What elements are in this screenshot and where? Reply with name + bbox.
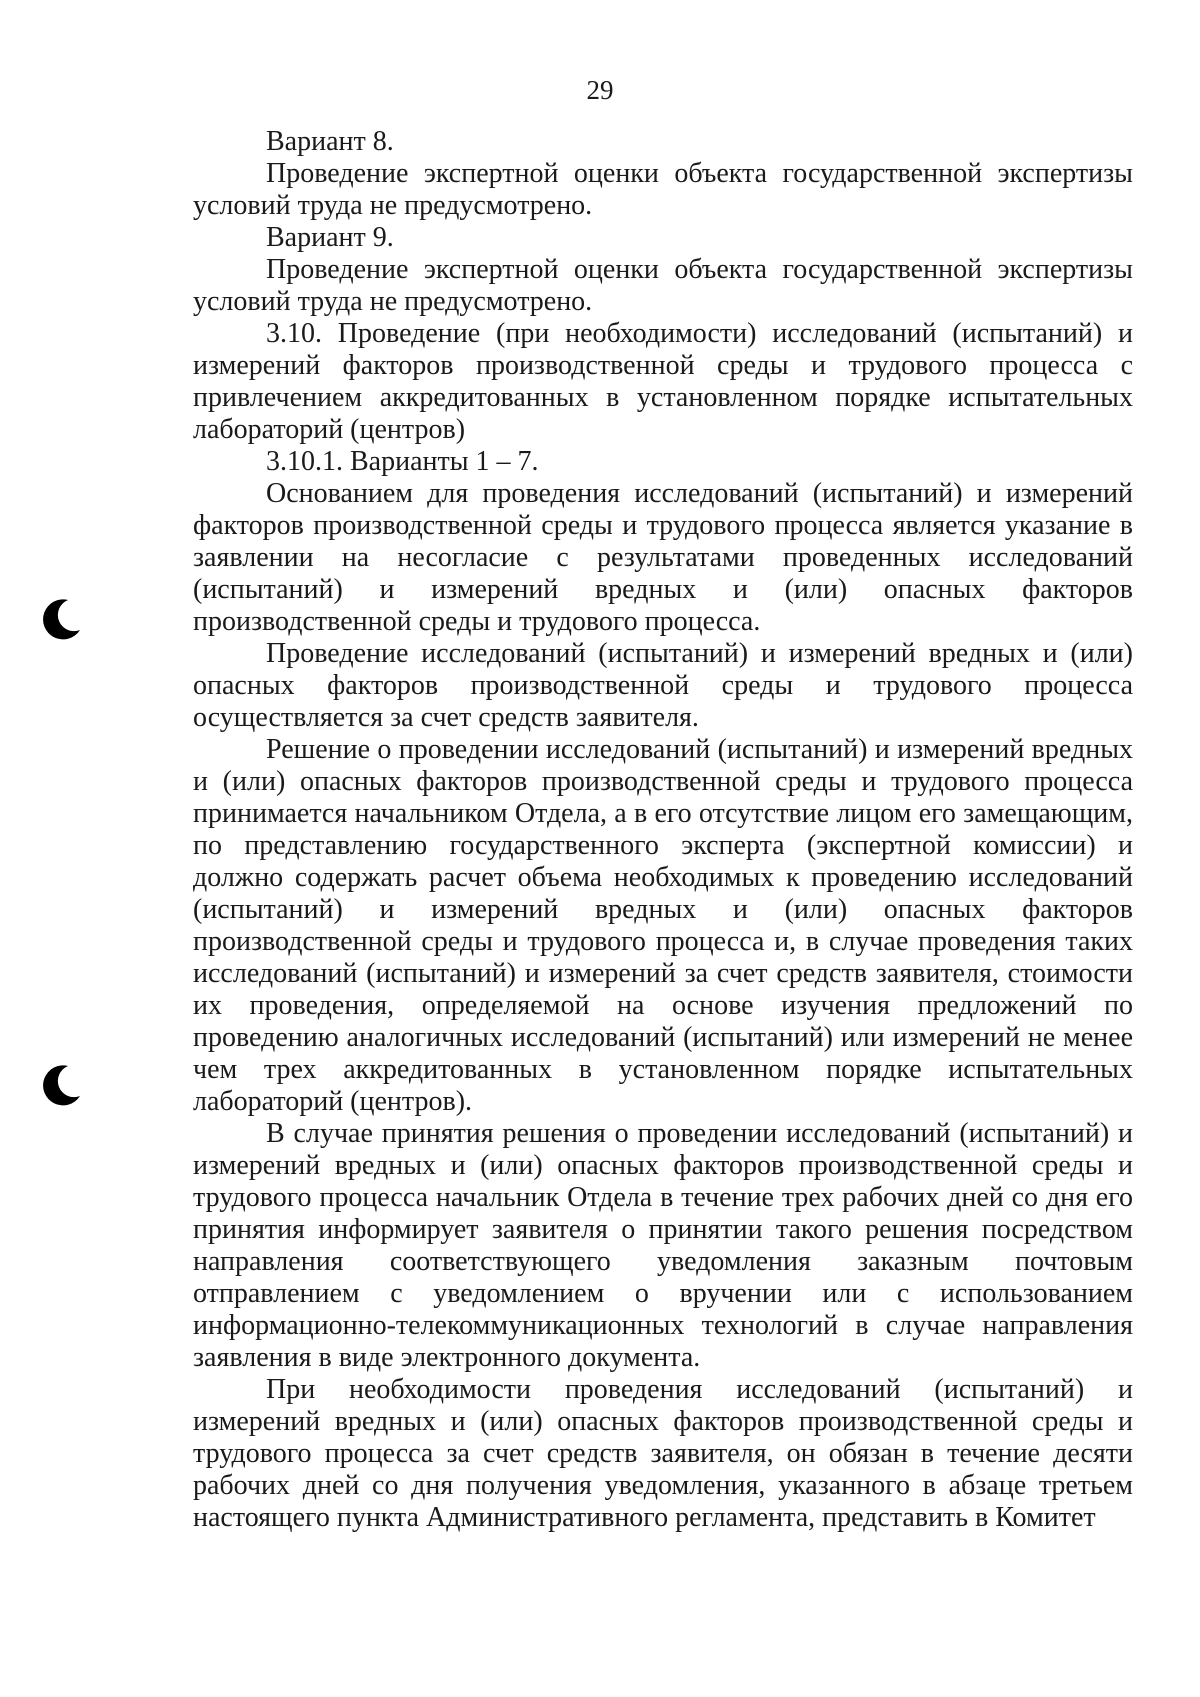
binder-hole-mark	[38, 596, 82, 640]
variant-heading: Вариант 8.	[266, 126, 394, 157]
paragraph: Проведение экспертной оценки объекта государственной экспертизы условий труда не предусмотрено.	[193, 158, 1133, 221]
binder-hole-mark	[38, 1062, 82, 1106]
document-body	[193, 126, 1133, 1534]
page-number: 29	[586, 75, 614, 105]
subsection-heading: 3.10.1. Варианты 1 – 7.	[266, 446, 539, 477]
section-heading: 3.10. Проведение (при необходимости) исследований (испытаний) и измерений факторов производственной среды и трудового процесса с привлечением аккредитованных в установленном порядке испытательных лабораторий (центров)	[193, 318, 1133, 445]
paragraph: Проведение исследований (испытаний) и измерений вредных и (или) опасных факторов производственной среды и трудового процесса осуществляется за счет средств заявителя.	[193, 638, 1133, 733]
paragraph: Основанием для проведения исследований (испытаний) и измерений факторов производственной среды и трудового процесса является указание в заявлении на несогласие с результатами проведенных исследований (испытаний) и измерений вредных и (или) опасных факторов производственной среды и трудового процесса.	[193, 478, 1133, 637]
paragraph: Решение о проведении исследований (испытаний) и измерений вредных и (или) опасных факторов производственной среды и трудового процесса принимается начальником Отдела, а в его отсутствие лицом его замещающим, по представлению государственного эксперта (экспертной комиссии) и должно содержать расчет объема необходимых к проведению исследований (испытаний) и измерений вредных и (или) опасных факторов производственной среды и трудового процесса и, в случае проведения таких исследований (испытаний) и измерений за счет средств заявителя, стоимости их проведения, определяемой на основе изучения предложений по проведению аналогичных исследований (испытаний) или измерений не менее чем трех аккредитованных в установленном порядке испытательных лабораторий (центров).	[193, 734, 1133, 1117]
paragraph: При необходимости проведения исследований (испытаний) и измерений вредных и (или) опасных факторов производственной среды и трудового процесса за счет средств заявителя, он обязан в течение десяти рабочих дней со дня получения уведомления, указанного в абзаце третьем настоящего пункта Административного регламента, представить в Комитет	[193, 1374, 1133, 1533]
paragraph: Проведение экспертной оценки объекта государственной экспертизы условий труда не предусмотрено.	[193, 254, 1133, 317]
paragraph: В случае принятия решения о проведении исследований (испытаний) и измерений вредных и (или) опасных факторов производственной среды и трудового процесса начальник Отдела в течение трех рабочих дней со дня его принятия информирует заявителя о принятии такого решения посредством направления соответствующего уведомления заказным почтовым отправлением с уведомлением о вручении или с использованием информационно-телекоммуникационных технологий в случае направления заявления в виде электронного документа.	[193, 1118, 1133, 1373]
variant-heading: Вариант 9.	[266, 222, 394, 253]
